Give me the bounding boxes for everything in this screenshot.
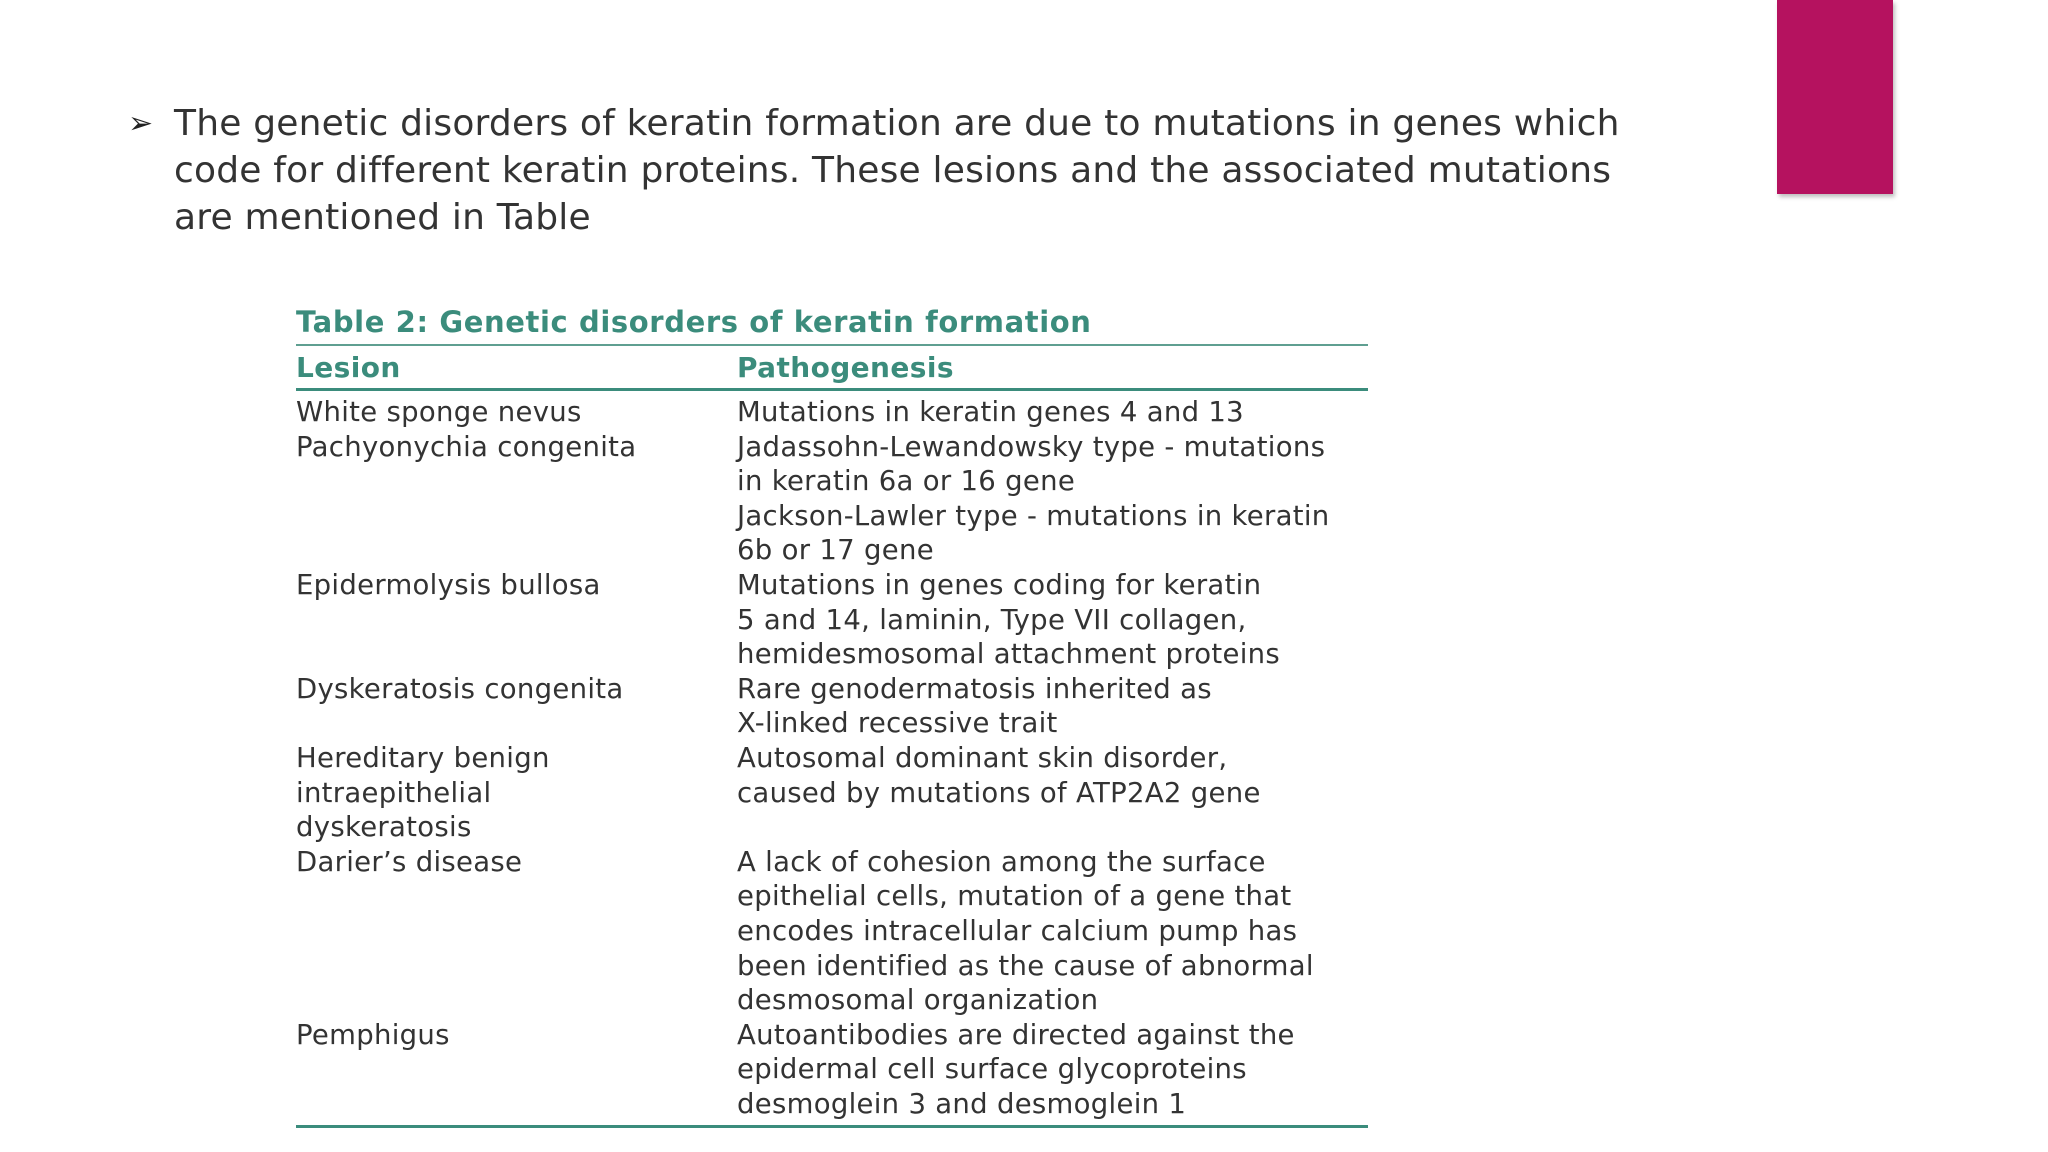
accent-bar bbox=[1777, 0, 1893, 194]
lesion-cell bbox=[296, 845, 737, 880]
lesion-text: Epidermolysis bullosa bbox=[296, 568, 601, 601]
table-title: Table 2: Genetic disorders of keratin formation bbox=[296, 305, 1092, 339]
keratin-disorders-table bbox=[296, 300, 1368, 1128]
pathogenesis-text: epithelial cells, mutation of a gene that bbox=[737, 880, 1292, 913]
lesion-cell bbox=[296, 1018, 737, 1053]
table-header-row bbox=[296, 346, 1368, 388]
lesion-text: dyskeratosis bbox=[296, 811, 472, 844]
pathogenesis-text: hemidesmosomal attachment proteins bbox=[737, 638, 1281, 671]
pathogenesis-text: Autoantibodies are directed against the bbox=[737, 1018, 1295, 1051]
lesion-cell bbox=[296, 741, 737, 845]
pathogenesis-cell bbox=[737, 1018, 1368, 1122]
pathogenesis-text: Mutations in keratin genes 4 and 13 bbox=[737, 396, 1244, 428]
pathogenesis-text: encodes intracellular calcium pump has bbox=[737, 914, 1298, 947]
pathogenesis-text: been identified as the cause of abnormal bbox=[737, 949, 1314, 982]
table-row bbox=[296, 568, 1368, 672]
bullet-text-line: code for different keratin proteins. These lesions and the associated mutations bbox=[174, 150, 1612, 191]
pathogenesis-text: 6b or 17 gene bbox=[737, 534, 934, 567]
pathogenesis-cell bbox=[737, 430, 1368, 568]
pathogenesis-text: caused by mutations of ATP2A2 gene bbox=[737, 776, 1261, 809]
pathogenesis-cell bbox=[737, 672, 1368, 741]
table-row bbox=[296, 430, 1368, 568]
lesion-text: Pachyonychia congenita bbox=[296, 430, 637, 463]
table-row bbox=[296, 741, 1368, 845]
bullet-text-line: are mentioned in Table bbox=[174, 197, 591, 238]
lesion-cell bbox=[296, 568, 737, 603]
lesion-text: White sponge nevus bbox=[296, 396, 582, 428]
lesion-text: intraepithelial bbox=[296, 776, 492, 809]
pathogenesis-cell bbox=[737, 845, 1368, 1018]
arrow-bullet-icon: ➢ bbox=[128, 106, 154, 141]
lesion-text: Hereditary benign bbox=[296, 741, 550, 774]
pathogenesis-text: X-linked recessive trait bbox=[737, 707, 1058, 740]
header-pathogenesis: Pathogenesis bbox=[737, 350, 954, 384]
lesion-cell bbox=[296, 395, 737, 430]
pathogenesis-text: desmoglein 3 and desmoglein 1 bbox=[737, 1087, 1187, 1120]
pathogenesis-cell bbox=[737, 741, 1368, 810]
pathogenesis-text: Jackson-Lawler type - mutations in keratin bbox=[737, 499, 1330, 532]
table-row bbox=[296, 845, 1368, 1018]
pathogenesis-text: epidermal cell surface glycoproteins bbox=[737, 1053, 1247, 1086]
table-row bbox=[296, 1018, 1368, 1122]
header-lesion: Lesion bbox=[296, 350, 401, 384]
pathogenesis-text: A lack of cohesion among the surface bbox=[737, 845, 1266, 878]
pathogenesis-text: Jadassohn-Lewandowsky type - mutations bbox=[737, 430, 1326, 463]
table-row bbox=[296, 395, 1368, 430]
pathogenesis-text: 5 and 14, laminin, Type VII collagen, bbox=[737, 603, 1247, 636]
pathogenesis-text: in keratin 6a or 16 gene bbox=[737, 465, 1076, 498]
table-bottom-rule bbox=[296, 1125, 1368, 1128]
lesion-text: Darier’s disease bbox=[296, 845, 523, 878]
lesion-text: Dyskeratosis congenita bbox=[296, 672, 624, 705]
pathogenesis-text: Rare genodermatosis inherited as bbox=[737, 672, 1212, 705]
lesion-cell bbox=[296, 672, 737, 707]
bullet-text-line: The genetic disorders of keratin formation are due to mutations in genes which bbox=[174, 103, 1620, 144]
pathogenesis-text: Mutations in genes coding for keratin bbox=[737, 568, 1262, 601]
table-row bbox=[296, 672, 1368, 741]
pathogenesis-text: desmosomal organization bbox=[737, 984, 1099, 1017]
lesion-text: Pemphigus bbox=[296, 1018, 450, 1051]
table-body bbox=[296, 391, 1368, 1125]
lesion-cell bbox=[296, 430, 737, 465]
pathogenesis-cell bbox=[737, 395, 1368, 430]
bullet-text bbox=[174, 100, 1734, 241]
pathogenesis-cell bbox=[737, 568, 1368, 672]
pathogenesis-text: Autosomal dominant skin disorder, bbox=[737, 741, 1228, 774]
